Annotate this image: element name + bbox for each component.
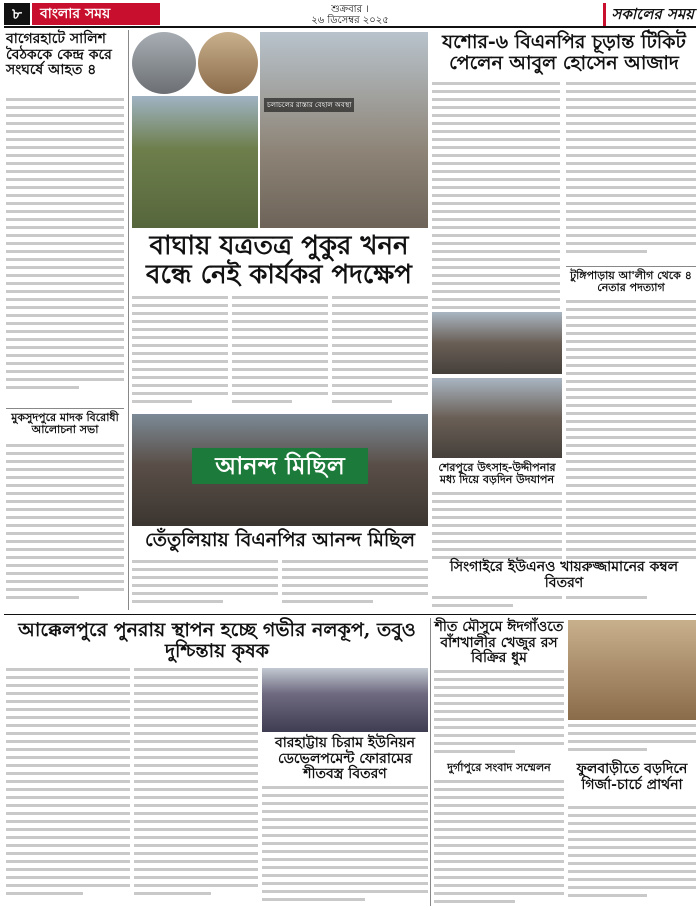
- article-body-press-conf: [434, 780, 564, 904]
- headline-barhatta: বারহাট্টায় চিরাম ইউনিয়ন ডেভেলপমেন্ট ফোরামের শীতবস্ত্র বিতরণ: [274, 735, 416, 783]
- issue-date: ২৬ ডিসেম্বর ২০২৫: [311, 15, 389, 26]
- header-rule: [4, 26, 696, 28]
- headline-bagerhat: বাগেরহাটে সালিশ বৈঠককে কেন্দ্র করে সংঘর্ষে আহত ৪: [6, 31, 112, 79]
- article-body-bagha-2: [232, 296, 328, 410]
- column-rule: [430, 618, 431, 906]
- column-rule: [128, 30, 129, 610]
- newspaper-masthead: সকালের সময়: [603, 3, 694, 28]
- article-body-winter-juice-2: [568, 724, 696, 758]
- christmas-photo: [432, 378, 562, 458]
- headline-sherpur: শেরপুরে উৎসাহ-উদ্দীপনার মধ্য দিয়ে বড়দিন উদযাপন: [438, 461, 556, 487]
- blanket-distribution-photo: [262, 668, 428, 732]
- portrait-photo-1: [132, 32, 196, 94]
- section-rule: [566, 266, 696, 267]
- article-body-bagha-1: [132, 296, 228, 410]
- headline-winter-juice: শীত মৌসুমে ঈদগাঁওতে বাঁশখালীর খেজুর রস বিক্রির ধুম: [434, 619, 564, 667]
- photo-caption-road: চলাচলের রাস্তার বেহাল অবস্থা: [264, 98, 354, 112]
- article-body-bagerhat: [6, 98, 124, 404]
- headline-tetulia: তেঁতুলিয়ায় বিএনপির আনন্দ মিছিল: [145, 529, 415, 551]
- rally-photo: [132, 414, 428, 526]
- article-body-tetulia-2: [282, 560, 428, 610]
- section-rule-major: [4, 614, 696, 615]
- article-body-winter-juice: [434, 670, 564, 758]
- portrait-photo-2: [198, 32, 258, 94]
- article-body-akkelpur-2: [134, 668, 258, 904]
- article-body-akkelpur-1: [6, 668, 130, 904]
- article-body-sherpur: [432, 492, 562, 610]
- event-photo: [432, 312, 562, 374]
- headline-tungipara: টুঙ্গিপাড়ায় আ'লীগ থেকে ৪ নেতার পদত্যাগ: [570, 269, 692, 295]
- pond-photo: [132, 96, 258, 228]
- section-rule: [6, 408, 124, 409]
- article-body-jessore-2: [566, 82, 696, 262]
- article-body-mukshudpur: [6, 444, 124, 610]
- article-body-fulbari: [568, 806, 696, 904]
- headline-bagha: বাঘায় যত্রতত্র পুকুর খনন বন্ধে নেই কার্যকর পদক্ষেপ: [146, 231, 412, 291]
- issue-day: শুক্রবার ।: [331, 4, 369, 15]
- headline-jessore: যশোর-৬ বিএনপির চূড়ান্ত টিকিট পেলেন আবুল হোসেন আজাদ: [442, 31, 686, 75]
- page-number: ৮: [4, 3, 30, 25]
- headline-akkelpur: আক্কেলপুরে পুনরায় স্থাপন হচ্ছে গভীর নলকূপ, তবুও দুশ্চিন্তায় কৃষক: [18, 619, 416, 663]
- headline-mukshudpur: মুকসুদপুরে মাদক বিরোধী আলোচনা সভা: [11, 411, 119, 437]
- rally-banner: আনন্দ মিছিল: [192, 448, 368, 484]
- article-body-barhatta: [262, 786, 428, 904]
- road-photo: [260, 32, 428, 228]
- headline-singair: সিংগাইরে ইউএনও খায়রুজ্জামানের কম্বল বিতরণ: [432, 560, 696, 591]
- headline-press-conf: দুর্গাপুরে সংবাদ সম্মেলন: [447, 761, 551, 774]
- date-juice-photo: [568, 620, 696, 720]
- section-title: বাংলার সময়: [32, 3, 160, 25]
- article-body-tetulia-1: [132, 560, 278, 610]
- headline-fulbari: ফুলবাড়ীতে বড়দিনে গির্জা-চার্চে প্রার্থনা: [576, 761, 688, 793]
- article-body-bagha-3: [332, 296, 428, 410]
